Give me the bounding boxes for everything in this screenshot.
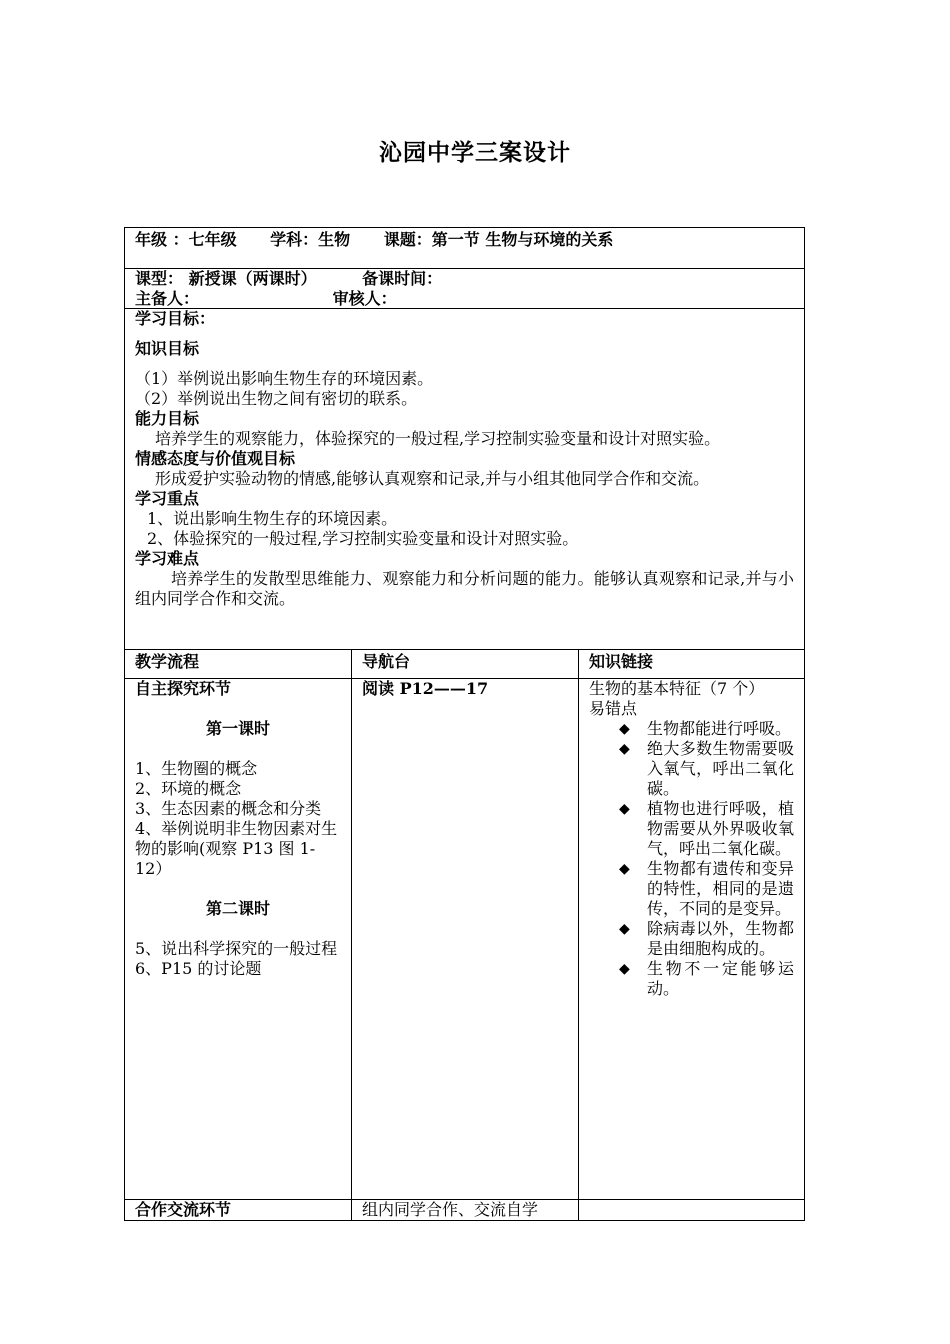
objectives-section [125, 309, 804, 650]
flow-item: 5、说出科学探究的一般过程 [135, 939, 338, 958]
diamond-bullet-icon: ◆ [619, 861, 630, 877]
self-study-heading: 自主探究环节 [135, 679, 232, 698]
cooperation-guide: 组内同学合作、交流自学 [352, 1200, 579, 1220]
key-point-item: 2、体验探究的一般过程,学习控制实验变量和设计对照实验。 [147, 529, 579, 548]
key-points-heading: 学习重点 [135, 489, 200, 508]
bullet-item: ◆ 生物都能进行呼吸。 [619, 719, 792, 738]
attitude-text: 形成爱护实验动物的情感,能够认真观察和记录,并与小组其他同学合作和交流。 [155, 469, 710, 488]
ability-text: 培养学生的观察能力，体验探究的一般过程,学习控制实验变量和设计对照实验。 [155, 429, 721, 448]
flow-item: 6、P15 的讨论题 [135, 959, 262, 978]
self-study-guide-cell [352, 679, 579, 1199]
lesson-1-heading: 第一课时 [205, 719, 270, 738]
self-study-flow-cell [125, 679, 352, 1199]
diamond-bullet-icon: ◆ [619, 961, 630, 977]
knowledge-item: （2）举例说出生物之间有密切的联系。 [135, 389, 418, 408]
cooperation-row [125, 1200, 804, 1220]
flow-item: 2、环境的概念 [135, 779, 242, 798]
prep-time-field: 备课时间： [362, 269, 443, 288]
lesson-2-heading: 第二课时 [205, 899, 270, 918]
subject-field: 学科：生物 [270, 230, 351, 249]
bullet-item: ◆ 除病毒以外，生物都是由细胞构成的。 [619, 919, 794, 958]
diamond-bullet-icon: ◆ [619, 721, 630, 737]
column-header-links: 知识链接 [589, 652, 654, 671]
attitude-heading: 情感态度与价值观目标 [135, 449, 296, 468]
knowledge-item: （1）举例说出影响生物生存的环境因素。 [135, 369, 434, 388]
header-row-2 [125, 269, 804, 309]
column-header-row [125, 650, 804, 679]
lesson-type-line [135, 269, 794, 289]
header-row-1 [125, 228, 804, 269]
column-header-guide: 导航台 [352, 650, 579, 678]
preparer-field: 主备人： [135, 289, 200, 308]
self-study-links-cell [579, 679, 804, 1199]
reading-guide: 阅读 P12——17 [362, 679, 489, 698]
column-header-flow: 教学流程 [125, 650, 352, 678]
bullet-item: ◆ 植物也进行呼吸，植物需要从外界吸收氧气，呼出二氧化碳。 [619, 799, 794, 858]
bullet-item: ◆ 生物都有遗传和变异的特性，相同的是遗传，不同的是变异。 [619, 859, 794, 918]
diamond-bullet-icon: ◆ [619, 921, 630, 937]
cooperation-heading: 合作交流环节 [125, 1200, 352, 1220]
flow-item: 3、生态因素的概念和分类 [135, 799, 322, 818]
ability-heading: 能力目标 [135, 409, 200, 428]
link-title: 生物的基本特征（7 个） [589, 679, 765, 698]
difficulty-text: 培养学生的发散型思维能力、观察能力和分析问题的能力。能够认真观察和记录,并与小组内同学合作和交流。 [135, 569, 794, 608]
topic-field: 课题：第一节 生物与环境的关系 [383, 230, 614, 249]
knowledge-heading: 知识目标 [135, 339, 200, 358]
cooperation-link [579, 1200, 804, 1220]
bullet-item: ◆ 绝大多数生物需要吸入氧气，呼出二氧化碳。 [619, 739, 794, 798]
objectives-heading: 学习目标： [135, 309, 216, 328]
people-line [135, 289, 794, 309]
lesson-type-field: 课型： 新授课（两课时） [135, 269, 317, 288]
difficulty-heading: 学习难点 [135, 549, 200, 568]
diamond-bullet-icon: ◆ [619, 801, 630, 817]
flow-item: 4、举例说明非生物因素对生物的影响(观察 P13 图 1-12） [135, 819, 338, 878]
flow-item: 1、生物圈的概念 [135, 759, 258, 778]
page-title: 沁园中学三案设计 [379, 139, 571, 166]
lesson-plan-table [124, 227, 805, 1221]
key-point-item: 1、说出影响生物生存的环境因素。 [147, 509, 398, 528]
link-subtitle: 易错点 [589, 699, 638, 718]
reviewer-field: 审核人： [332, 289, 397, 308]
grade-field: 年级 ：七年级 [135, 230, 237, 249]
diamond-bullet-icon: ◆ [619, 741, 630, 757]
self-study-row [125, 679, 804, 1200]
bullet-item: ◆ 生物不一定能够运动。 [619, 959, 794, 998]
